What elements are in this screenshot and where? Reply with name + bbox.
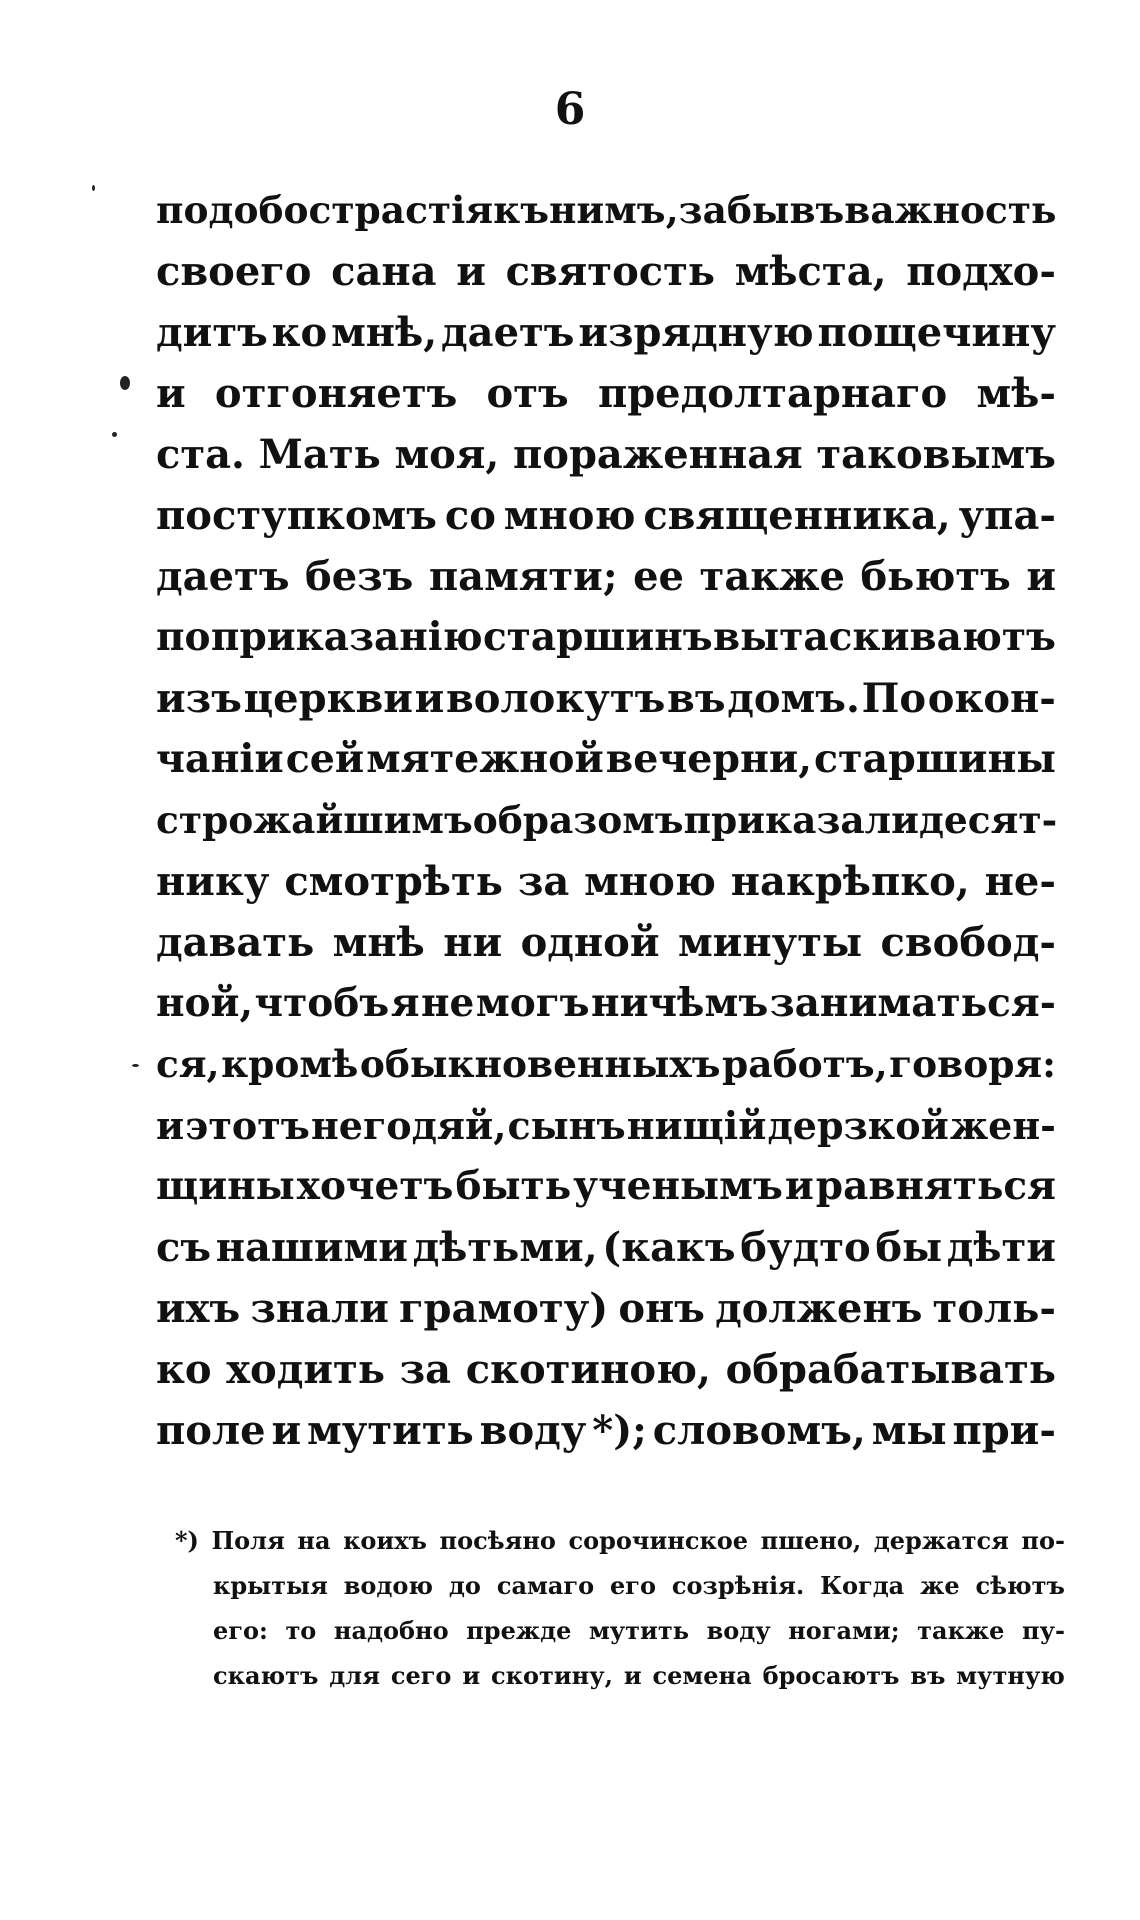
body-line — [156, 1034, 1056, 1095]
word: воду — [479, 1407, 587, 1454]
word: бьютъ — [860, 553, 1011, 600]
word: сана — [331, 248, 437, 295]
word: нику — [156, 858, 270, 905]
word: прежде — [466, 1616, 572, 1645]
word: будто — [740, 1224, 871, 1271]
word: ся, — [156, 1042, 220, 1086]
word: сынъ — [507, 1103, 626, 1148]
word: воду — [706, 1616, 771, 1645]
word: говоря: — [889, 1042, 1056, 1086]
word: на — [297, 1526, 331, 1555]
word: дѣти — [946, 1224, 1056, 1271]
word: нищій — [626, 1103, 767, 1148]
word: своего — [156, 248, 312, 295]
word: забывъ — [678, 188, 845, 232]
word: строжайшимъ — [156, 798, 473, 842]
body-line — [156, 1095, 1056, 1156]
word: минуты — [677, 919, 863, 966]
word: важность — [844, 188, 1057, 232]
word: за — [399, 1346, 452, 1393]
word: для — [329, 1661, 380, 1690]
body-line — [156, 973, 1056, 1034]
word: отъ — [486, 370, 569, 417]
word: мятежной — [366, 736, 604, 782]
word: *); — [592, 1407, 647, 1454]
word: онъ — [618, 1285, 705, 1332]
word: мною — [584, 858, 716, 905]
word: изрядную — [578, 309, 814, 356]
word: по — [156, 614, 211, 660]
word: самаго — [496, 1571, 595, 1600]
word: скаютъ — [213, 1661, 319, 1690]
word: волокутъ — [446, 675, 666, 722]
scan-speck — [120, 376, 130, 390]
word: ходить — [226, 1346, 385, 1393]
word: По — [861, 675, 927, 722]
word: и — [414, 675, 445, 722]
word: ста. — [156, 431, 245, 478]
word: пу- — [1022, 1616, 1065, 1645]
word: отгоняетъ — [214, 370, 458, 417]
word: ни — [443, 919, 503, 966]
word: священника, — [643, 492, 951, 539]
body-line — [156, 1156, 1056, 1217]
word: грамоту) — [399, 1285, 609, 1332]
word: подхо- — [906, 248, 1056, 295]
body-line — [156, 485, 1056, 546]
word: и — [271, 1407, 302, 1454]
scan-speck — [132, 1064, 139, 1067]
word: давать — [156, 919, 315, 966]
word: приказанію — [210, 614, 483, 660]
word: и — [156, 370, 186, 417]
word: водою — [343, 1571, 434, 1600]
word: держатся — [873, 1526, 1009, 1555]
word: сорочинское — [568, 1526, 749, 1555]
footnote-line — [213, 1653, 1065, 1698]
word: мутную — [956, 1661, 1065, 1690]
body-line — [156, 1217, 1056, 1278]
footnote — [175, 1518, 1065, 1698]
word: также — [699, 553, 845, 600]
word: до — [448, 1571, 481, 1600]
word: пшено, — [760, 1526, 862, 1555]
word: къ — [493, 188, 549, 232]
word: Мать — [258, 431, 381, 478]
word: Поля — [211, 1526, 285, 1555]
word: накрѣпко, — [730, 858, 970, 905]
word: нимъ, — [548, 188, 679, 232]
word: при- — [952, 1407, 1056, 1454]
body-line — [156, 607, 1056, 668]
word: Когда — [820, 1571, 905, 1600]
word: по- — [1021, 1526, 1065, 1555]
footnote-line — [213, 1608, 1065, 1653]
word: со — [444, 492, 496, 539]
word: ничѣмъ — [591, 980, 769, 1026]
word: святость — [505, 248, 716, 295]
footnote-line — [213, 1563, 1065, 1608]
word: ихъ — [156, 1285, 241, 1332]
word: мѣста, — [734, 248, 887, 295]
word: свобод- — [880, 919, 1056, 966]
word: въ — [910, 1661, 946, 1690]
word: долженъ — [715, 1285, 923, 1332]
word: таковымъ — [816, 431, 1056, 478]
word: сего — [390, 1661, 452, 1690]
word: старшинъ — [482, 614, 713, 660]
word: дерзкой — [767, 1103, 949, 1148]
word: ко — [156, 1346, 212, 1393]
word: этотъ — [185, 1103, 310, 1148]
word: старшины — [813, 736, 1056, 782]
word: бросаютъ — [762, 1661, 900, 1690]
word: образомъ — [472, 798, 684, 842]
word: хочетъ — [296, 1163, 454, 1209]
word: жен- — [949, 1103, 1056, 1148]
word: даетъ — [440, 309, 575, 356]
word: обыкновенныхъ — [359, 1042, 721, 1086]
word: и — [623, 1661, 642, 1690]
word: (какъ — [602, 1224, 736, 1271]
word: и — [462, 1661, 481, 1690]
body-line — [156, 302, 1056, 363]
word: его — [610, 1571, 656, 1600]
body-line — [156, 363, 1056, 424]
word: и — [1026, 553, 1056, 600]
word: въ — [667, 675, 726, 722]
word: его: — [213, 1616, 268, 1645]
word: крытыя — [213, 1571, 328, 1600]
page-number: 6 — [554, 84, 586, 135]
body-line — [156, 912, 1056, 973]
word: изъ — [156, 675, 242, 722]
word: нашими — [215, 1224, 408, 1271]
word: быть — [455, 1163, 572, 1209]
word: мутить — [307, 1407, 474, 1454]
word: также — [917, 1616, 1005, 1645]
word: я — [390, 980, 420, 1026]
word: моя, — [394, 431, 500, 478]
word: обрабатывать — [725, 1346, 1056, 1393]
word: одной — [520, 919, 660, 966]
word: бы — [875, 1224, 943, 1271]
word: кромѣ — [221, 1042, 359, 1086]
word: толь- — [932, 1285, 1056, 1332]
word: безъ — [305, 553, 414, 600]
word: поступкомъ — [156, 492, 437, 539]
word: то — [285, 1616, 317, 1645]
word: ученымъ — [573, 1163, 783, 1209]
word: съ — [156, 1224, 212, 1271]
word: посѣяно — [439, 1526, 556, 1555]
word: вытаскиваютъ — [713, 614, 1056, 660]
word: мнѣ, — [331, 309, 438, 356]
word: и — [156, 1103, 185, 1148]
body-line — [156, 180, 1056, 241]
word: поле — [156, 1407, 266, 1454]
word: десят- — [918, 798, 1058, 842]
word: мнѣ — [332, 919, 425, 966]
word: смотрѣть — [284, 858, 503, 905]
word: надобно — [333, 1616, 449, 1645]
word: ее — [633, 553, 685, 600]
word: скотиною, — [465, 1346, 711, 1393]
word: работъ, — [722, 1042, 888, 1086]
body-line — [156, 1278, 1056, 1339]
word: мѣ- — [976, 370, 1056, 417]
body-line — [156, 729, 1056, 790]
scan-speck — [112, 432, 117, 437]
word: ной, — [156, 980, 254, 1026]
body-line — [156, 241, 1056, 302]
word: церкви — [243, 675, 413, 722]
word: же — [920, 1571, 960, 1600]
body-text — [156, 180, 1056, 1461]
word: мутить — [588, 1616, 689, 1645]
word: и — [784, 1163, 814, 1209]
word: знали — [250, 1285, 389, 1332]
word: мы — [871, 1407, 947, 1454]
word: домъ. — [727, 675, 860, 722]
word: созрѣнія. — [671, 1571, 805, 1600]
word: упа- — [958, 492, 1056, 539]
scan-speck — [92, 185, 95, 191]
footnote-line — [175, 1518, 1065, 1563]
word: дѣтьми, — [412, 1224, 598, 1271]
body-line — [156, 1400, 1056, 1461]
word: даетъ — [156, 553, 290, 600]
word: дитъ — [156, 309, 268, 356]
word: окон- — [927, 675, 1056, 722]
word: семена — [652, 1661, 752, 1690]
word: скотину, — [491, 1661, 613, 1690]
body-line — [156, 790, 1056, 851]
word: заниматься- — [769, 980, 1056, 1026]
word: вечерни, — [605, 736, 812, 782]
word: щины — [156, 1163, 295, 1209]
body-line — [156, 424, 1056, 485]
word: могъ — [475, 980, 590, 1026]
word: пощечину — [817, 309, 1056, 356]
word: приказали — [683, 798, 919, 842]
word: не- — [984, 858, 1056, 905]
word: за — [517, 858, 570, 905]
word: пораженная — [513, 431, 803, 478]
word: и — [456, 248, 486, 295]
word: предолтарнаго — [597, 370, 948, 417]
body-line — [156, 546, 1056, 607]
body-line — [156, 668, 1056, 729]
word: коихъ — [343, 1526, 427, 1555]
word: памяти; — [428, 553, 618, 600]
word: чаніи — [156, 736, 284, 782]
word: *) — [175, 1526, 199, 1555]
word: не — [420, 980, 475, 1026]
body-line — [156, 851, 1056, 912]
word: чтобъ — [254, 980, 390, 1026]
word: ко — [271, 309, 328, 356]
word: равняться — [815, 1163, 1056, 1209]
word: мною — [503, 492, 636, 539]
body-line — [156, 1339, 1056, 1400]
word: словомъ, — [652, 1407, 866, 1454]
word: ногами; — [788, 1616, 900, 1645]
word: негодяй, — [310, 1103, 507, 1148]
word: сей — [285, 736, 365, 782]
word: сѣютъ — [975, 1571, 1065, 1600]
word: подобострастія — [156, 188, 494, 232]
